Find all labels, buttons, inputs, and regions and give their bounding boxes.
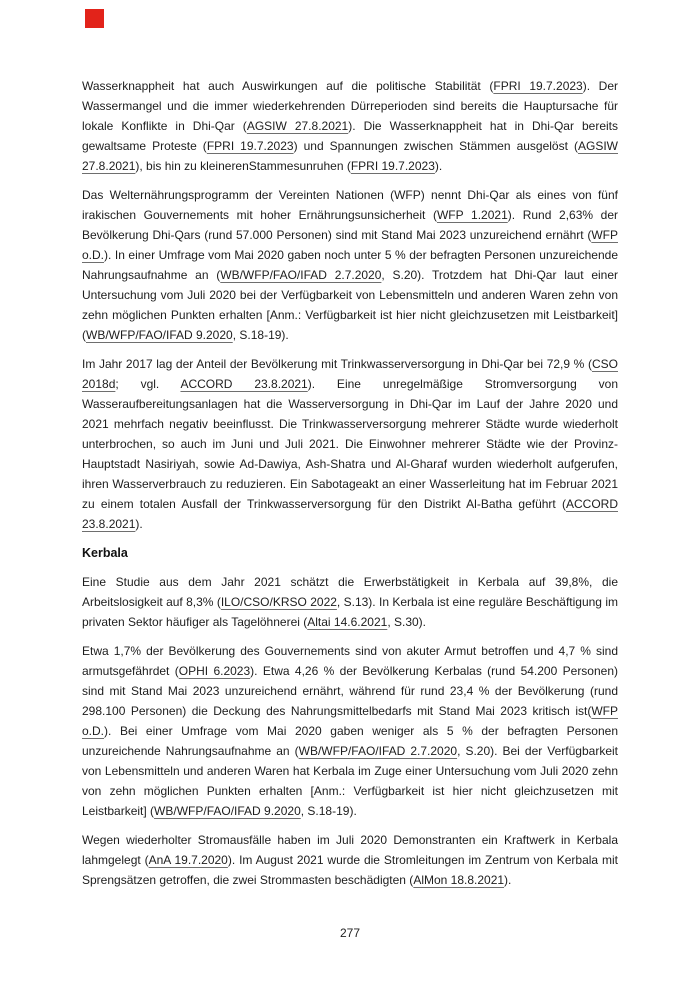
paragraph xyxy=(82,354,618,534)
citation-link[interactable]: FPRI 19.7.2023 xyxy=(206,139,294,153)
citation-link[interactable]: FPRI 19.7.2023 xyxy=(493,79,583,93)
citation-link[interactable]: OPHI 6.2023 xyxy=(178,664,251,678)
citation-link[interactable]: AGSIW 27.8.2021 xyxy=(82,139,618,173)
text-run: , S.13). In Kerbala ist eine reguläre Beschäftigung im privaten Sektor häufiger als Tagelöhnerei ( xyxy=(82,595,618,629)
text-run: ). Etwa 4,26 % der Bevölkerung Kerbalas (rund 54.200 Personen) sind mit Stand Mai 2023 unzureichend ernährt, während für rund 23,4 % der Bevölkerung (rund 298.100 Personen) die Deckung des Nahrungsmittelbedarfs mit Stand Mai 2023 kritisch ist( xyxy=(82,664,619,718)
paragraph xyxy=(82,641,618,821)
text-run: ). Im August 2021 wurde die Stromleitungen im Zentrum von Kerbala mit Sprengsätzen getroffen, die zwei Strommasten beschädigten ( xyxy=(82,853,618,887)
text-run: , S.20). Trotzdem hat Dhi-Qar laut einer Untersuchung vom Juli 2020 bei der Verfügbarkeit von Lebensmitteln und anderen Waren zehn von zehn möglichen Punkten erhalten [Anm.: Verfügbarkeit ist hier nicht gleichzusetzen mit Leistbarkeit] ( xyxy=(82,268,619,342)
paragraph xyxy=(82,185,618,345)
paragraph xyxy=(82,830,618,890)
text-run: ). xyxy=(135,517,143,531)
citation-link[interactable]: CSO 2018d xyxy=(82,357,618,391)
text-run: Im Jahr 2017 lag der Anteil der Bevölkerung mit Trinkwasserversorgung in Dhi-Qar bei 72,9 % ( xyxy=(82,357,592,371)
citation-link[interactable]: WB/WFP/FAO/IFAD 2.7.2020 xyxy=(298,744,458,758)
citation-link[interactable]: AnA 19.7.2020 xyxy=(148,853,228,867)
document-body xyxy=(82,76,618,899)
citation-link[interactable]: FPRI 19.7.2023 xyxy=(350,159,435,173)
text-run: , S.18-19). xyxy=(300,804,357,818)
text-run: Das Welternährungsprogramm der Vereinten Nationen (WFP) nennt Dhi-Qar als eines von fünf irakischen Gouvernements mit hoher Ernährungsunsicherheit ( xyxy=(82,188,618,222)
text-run: ). Eine unregelmäßige Stromversorgung von Wasseraufbereitungsanlagen hat die Wasserversorgung in Dhi-Qar im Lauf der Jahre 2020 und 2021 mehrfach negativ beeinflusst. Die Trinkwasserversorgung mehrerer Städte wurde wiederholt unterbrochen, so auch im Juni und Juli 2021. Die Einwohner mehrerer Städte wie der Provinz-Hauptstadt Nasiriyah, sowie Ad-Dawiya, Ash-Shatra und Al-Gharaf wurden wiederholt aufgerufen, ihren Wasserverbrauch zu reduzieren. Ein Sabotageakt an einer Wasserleitung hat im Februar 2021 zu einem totalen Ausfall der Trinkwasserversorgung für den Distrikt Al-Batha geführt ( xyxy=(82,377,618,511)
text-run: ) und Spannungen zwischen Stämmen ausgelöst ( xyxy=(293,139,578,153)
text-run: Wegen wiederholter Stromausfälle haben im Juli 2020 Demonstranten ein Kraftwerk in Kerbala lahmgelegt ( xyxy=(82,833,618,867)
section-heading: Kerbala xyxy=(82,546,128,560)
text-run: Etwa 1,7% der Bevölkerung des Gouvernements sind von akuter Armut betroffen und 4,7 % sind armutsgefährdet ( xyxy=(82,644,618,678)
paragraph xyxy=(82,572,618,632)
text-run: ). Der Wassermangel und die immer wiederkehrenden Dürreperioden sind bereits die Hauptursache für lokale Konflikte in Dhi-Qar ( xyxy=(82,79,619,133)
text-run: , S.20). Bei der Verfügbarkeit von Lebensmitteln und anderen Waren hat Kerbala im Zuge einer Untersuchung vom Juli 2020 zehn von zehn möglichen Punkten erhalten [Anm.: Verfügbarkeit ist hier nicht gleichzusetzen mit Leistbarkeit] ( xyxy=(82,744,618,818)
text-run: ). Die Wasserknappheit hat in Dhi-Qar bereits gewaltsame Proteste ( xyxy=(82,119,619,153)
page-number: 277 xyxy=(339,926,361,940)
text-run: ), bis hin zu kleinerenStammesunruhen ( xyxy=(135,159,351,173)
citation-link[interactable]: AlMon 18.8.2021 xyxy=(413,873,505,887)
text-run: ). xyxy=(504,873,512,887)
citation-link[interactable]: WB/WFP/FAO/IFAD 9.2020 xyxy=(86,328,233,342)
text-run: ; vgl. xyxy=(115,377,181,391)
text-run: ). In einer Umfrage vom Mai 2020 gaben noch unter 5 % der befragten Personen unzureichende Nahrungsaufnahme an ( xyxy=(82,248,618,282)
citation-link[interactable]: WB/WFP/FAO/IFAD 2.7.2020 xyxy=(220,268,382,282)
paragraph xyxy=(82,76,618,176)
citation-link[interactable]: WFP o.D. xyxy=(82,228,618,262)
citation-link[interactable]: AGSIW 27.8.2021 xyxy=(246,119,349,133)
citation-link[interactable]: Altai 14.6.2021 xyxy=(307,615,388,629)
citation-link[interactable]: WB/WFP/FAO/IFAD 9.2020 xyxy=(154,804,301,818)
citation-link[interactable]: WFP 1.2021 xyxy=(436,208,508,222)
text-run: ). Bei einer Umfrage vom Mai 2020 gaben weniger als 5 % der befragten Personen unzureichende Nahrungsaufnahme an ( xyxy=(82,724,618,758)
citation-link[interactable]: WFP o.D. xyxy=(82,704,618,738)
citation-link[interactable]: ACCORD 23.8.2021 xyxy=(180,377,308,391)
red-square-marker xyxy=(85,9,104,28)
text-run: , S.18-19). xyxy=(232,328,289,342)
text-run: Eine Studie aus dem Jahr 2021 schätzt die Erwerbstätigkeit in Kerbala auf 39,8%, die Arbeitslosigkeit auf 8,3% ( xyxy=(82,575,618,609)
citation-link[interactable]: ILO/CSO/KRSO 2022 xyxy=(220,595,337,609)
text-run: , S.30). xyxy=(387,615,426,629)
text-run: Wasserknappheit hat auch Auswirkungen auf die politische Stabilität ( xyxy=(82,79,494,93)
text-run: ). Rund 2,63% der Bevölkerung Dhi-Qars (rund 57.000 Personen) sind mit Stand Mai 2023 unzureichend ernährt ( xyxy=(82,208,619,242)
citation-link[interactable]: ACCORD 23.8.2021 xyxy=(82,497,618,531)
text-run: ). xyxy=(434,159,443,173)
